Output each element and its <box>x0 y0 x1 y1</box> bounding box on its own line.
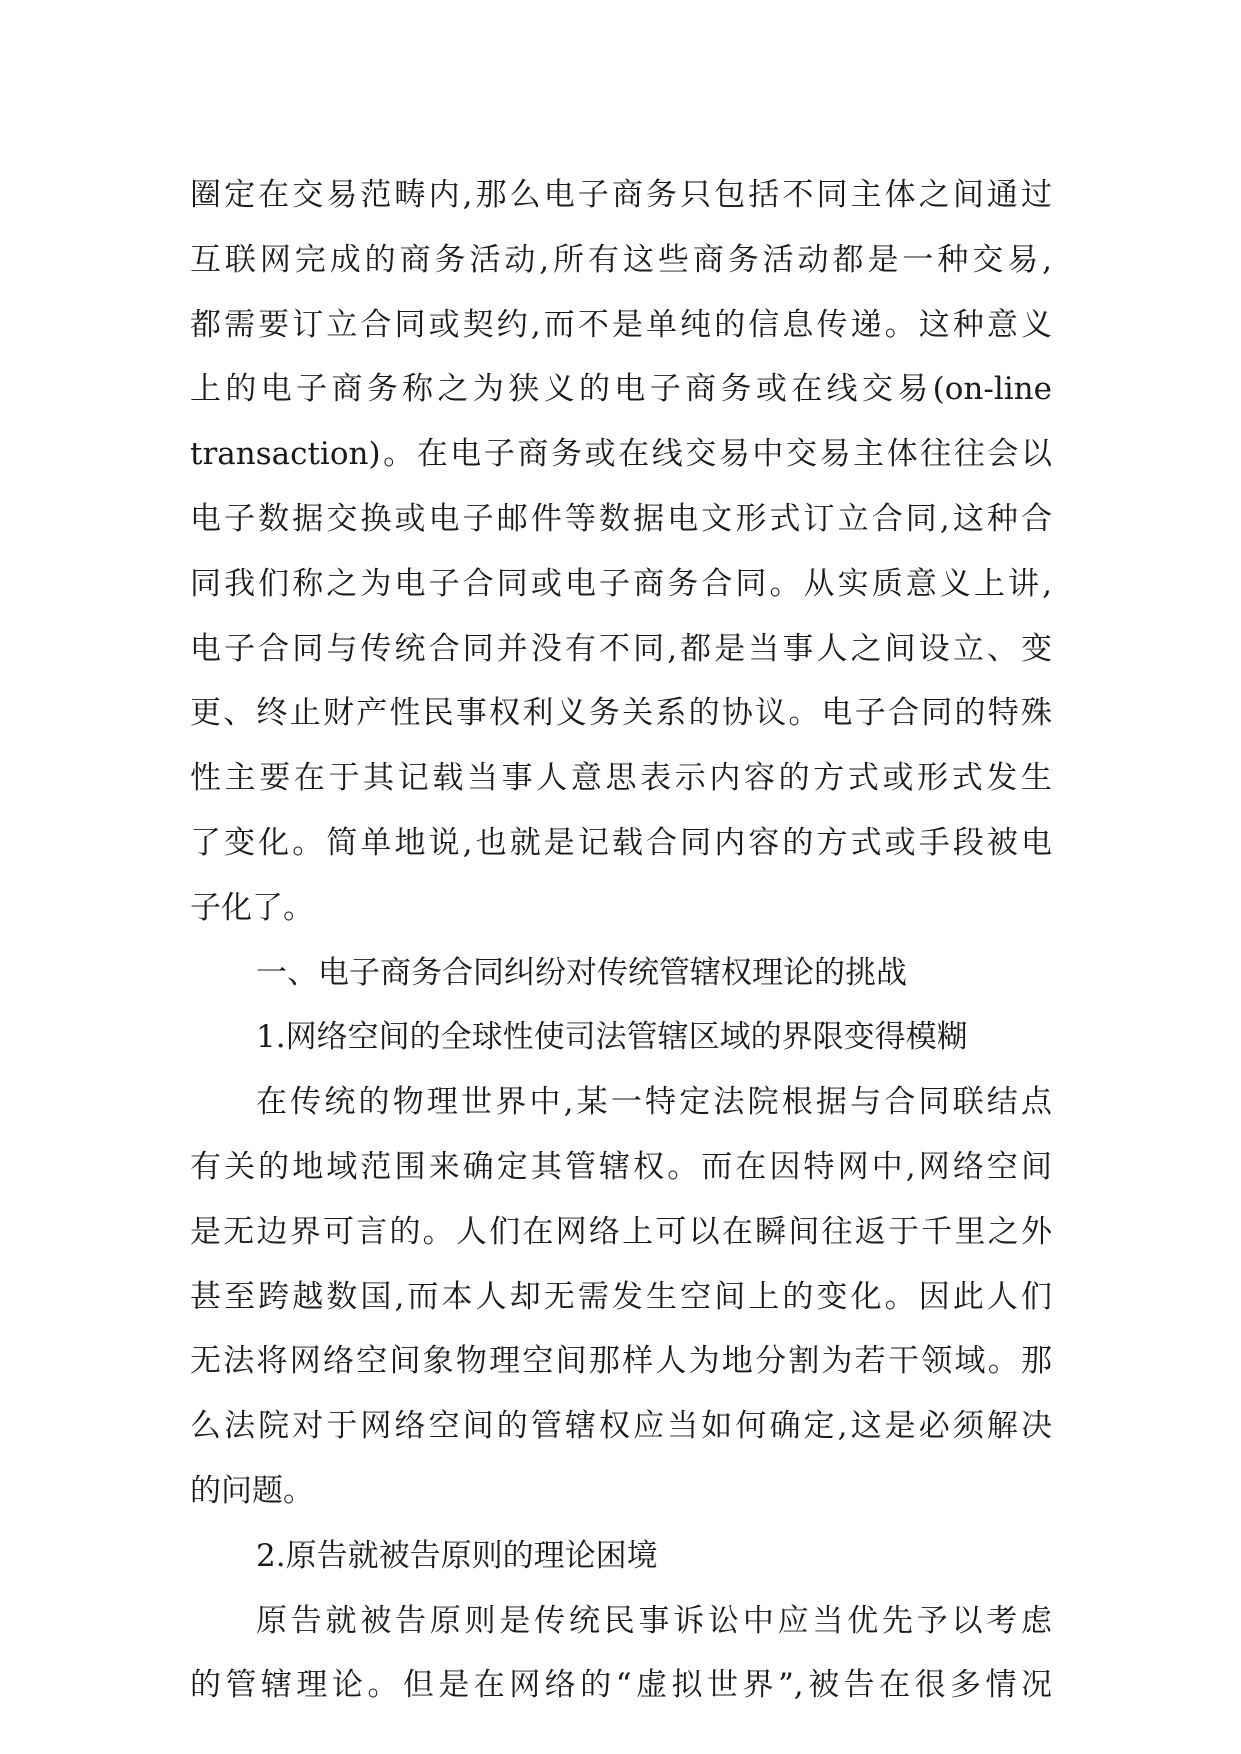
document-body <box>190 163 1052 1718</box>
text-line: 圈定在交易范畴内,那么电子商务只包括不同主体之间通过 <box>190 177 1052 213</box>
text-line: transaction)。在电子商务或在线交易中交易主体往往会以 <box>190 436 1052 473</box>
paragraph-last-line: 子化了。 <box>190 889 314 926</box>
text-line: 么法院对于网络空间的管辖权应当如何确定,这是必须解决 <box>190 1408 1052 1445</box>
section-heading: 2.原告就被告原则的理论困境 <box>256 1537 658 1574</box>
paragraph-first-line: 在传统的物理世界中,某一特定法院根据与合同联结点 <box>256 1084 1052 1121</box>
text-line: 的管辖理论。但是在网络的“虚拟世界”,被告在很多情况 <box>190 1667 1052 1704</box>
text-line: 电子数据交换或电子邮件等数据电文形式订立合同,这种合 <box>190 500 1052 537</box>
paragraph-first-line: 原告就被告原则是传统民事诉讼中应当优先予以考虑 <box>256 1602 1052 1639</box>
text-line: 有关的地域范围来确定其管辖权。而在因特网中,网络空间 <box>190 1148 1052 1185</box>
text-line: 更、终止财产性民事权利义务关系的协议。电子合同的特殊 <box>190 695 1052 732</box>
section-heading: 1.网络空间的全球性使司法管辖区域的界限变得模糊 <box>256 1019 968 1056</box>
text-line: 是无边界可言的。人们在网络上可以在瞬间往返于千里之外 <box>190 1213 1052 1250</box>
text-line: 电子合同与传统合同并没有不同,都是当事人之间设立、变 <box>190 630 1052 667</box>
text-line: 甚至跨越数国,而本人却无需发生空间上的变化。因此人们 <box>190 1278 1052 1315</box>
text-line: 互联网完成的商务活动,所有这些商务活动都是一种交易, <box>190 241 1052 278</box>
section-heading: 一、电子商务合同纠纷对传统管辖权理论的挑战 <box>256 954 907 991</box>
text-line: 无法将网络空间象物理空间那样人为地分割为若干领域。那 <box>190 1343 1052 1380</box>
text-line: 同我们称之为电子合同或电子商务合同。从实质意义上讲, <box>190 565 1052 602</box>
text-line: 上的电子商务称之为狭义的电子商务或在线交易(on-line <box>190 371 1052 408</box>
text-line: 性主要在于其记载当事人意思表示内容的方式或形式发生 <box>190 760 1052 797</box>
text-line: 了变化。简单地说,也就是记载合同内容的方式或手段被电 <box>190 824 1052 861</box>
paragraph-last-line: 的问题。 <box>190 1472 314 1509</box>
text-line: 都需要订立合同或契约,而不是单纯的信息传递。这种意义 <box>190 306 1052 343</box>
